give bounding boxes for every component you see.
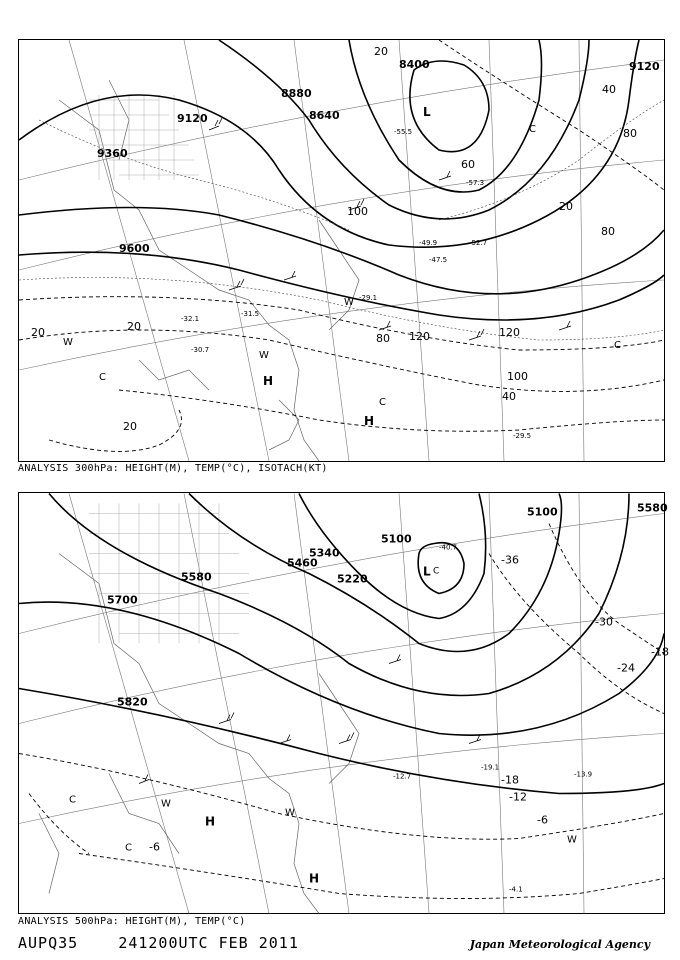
isotach-label: 20 — [127, 320, 141, 333]
isotach-label: 80 — [623, 127, 637, 140]
temp-label: -40.7 — [439, 543, 458, 552]
isotach-label: 20 — [31, 326, 45, 339]
temp-label: -29.1 — [359, 294, 378, 302]
temp-label: -55.5 — [394, 128, 413, 136]
height-label: 5100 — [381, 532, 412, 546]
height-label: 5580 — [181, 570, 212, 584]
height-label: 9360 — [97, 147, 128, 160]
caption-500hpa: ANALYSIS 500hPa: HEIGHT(M), TEMP(°C) — [18, 916, 246, 927]
cold-symbol: C — [69, 794, 76, 806]
temp-label: -29.5 — [513, 432, 532, 440]
height-label: 5100 — [527, 505, 558, 519]
map-panel-300hpa — [18, 39, 665, 462]
temp-label: -13.9 — [574, 770, 593, 779]
cold-symbol: C — [614, 340, 621, 351]
high-pressure-marker: H — [263, 374, 274, 388]
isotach-label: 20 — [374, 45, 388, 58]
graticule — [19, 40, 664, 461]
cold-symbol: C — [529, 124, 536, 135]
isotach-label: 40 — [602, 83, 616, 96]
height-label: 5700 — [107, 593, 138, 607]
temp-contour-label: -18 — [651, 645, 669, 659]
map-panel-500hpa — [18, 492, 669, 914]
height-label: 8640 — [309, 109, 340, 122]
low-pressure-marker: L — [423, 105, 431, 119]
height-label: 8400 — [399, 58, 430, 71]
high-pressure-marker: H — [309, 871, 320, 886]
high-pressure-marker: H — [364, 414, 375, 428]
temp-contour-label: -30 — [595, 615, 613, 629]
map-300hpa-chart — [19, 40, 664, 461]
height-label: 5460 — [287, 556, 318, 570]
warm-symbol: W — [285, 807, 295, 819]
height-label: 8880 — [281, 87, 312, 100]
temp-label: -19.1 — [481, 763, 500, 772]
isotach-label: 100 — [347, 205, 368, 218]
temp-contour-label: -6 — [537, 813, 548, 827]
cold-symbol: C — [99, 372, 106, 383]
chart-datetime: 241200UTC FEB 2011 — [118, 934, 299, 952]
temp-label: -57.3 — [466, 179, 485, 187]
low-pressure-marker: L — [423, 564, 431, 579]
graticule — [19, 494, 664, 914]
isotach-label: 120 — [499, 326, 520, 339]
height-label: 9600 — [119, 242, 150, 255]
temp-label: -30.7 — [191, 346, 210, 354]
cold-symbol: C — [125, 842, 132, 854]
height-label: 9120 — [629, 60, 660, 73]
temperature-contours — [19, 100, 664, 340]
cold-symbol: C — [379, 397, 386, 408]
temp-label: -52.7 — [469, 239, 488, 247]
isotach-label: 80 — [376, 332, 390, 345]
chart-code: AUPQ35 — [18, 934, 79, 952]
caption-300hpa: ANALYSIS 300hPa: HEIGHT(M), TEMP(°C), ISOTACH(KT) — [18, 463, 328, 474]
temp-contour-label: -24 — [617, 661, 635, 675]
isotach-label: 120 — [409, 330, 430, 343]
coastline — [59, 80, 359, 461]
isotach-label: 100 — [507, 370, 528, 383]
map-500hpa-chart — [19, 493, 669, 914]
isotach-label: 80 — [601, 225, 615, 238]
temp-contour-label: -36 — [501, 553, 519, 567]
warm-symbol: W — [344, 297, 354, 308]
temp-label: -49.9 — [419, 239, 438, 247]
temp-label: -12.7 — [393, 772, 412, 781]
height-label: 5340 — [309, 546, 340, 560]
warm-symbol: W — [161, 798, 171, 810]
temp-contour-label: -12 — [509, 790, 527, 804]
height-label: 9120 — [177, 112, 208, 125]
warm-symbol: W — [567, 834, 577, 846]
isotach-label: 20 — [123, 420, 137, 433]
height-label: 5220 — [337, 572, 368, 586]
height-label: 5580 — [637, 501, 668, 515]
warm-symbol: W — [259, 350, 269, 361]
agency-name: Japan Meteorological Agency — [469, 938, 650, 951]
chart-identifier — [18, 934, 299, 952]
isotach-label: 20 — [559, 200, 573, 213]
temp-contour-label: -18 — [501, 773, 519, 787]
wind-barbs — [139, 655, 481, 784]
warm-symbol: W — [63, 337, 73, 348]
temp-label: -4.1 — [509, 885, 523, 894]
temp-label: -31.5 — [241, 310, 260, 318]
isotach-label: 40 — [502, 390, 516, 403]
isotach-label: 60 — [461, 158, 475, 171]
high-pressure-marker: H — [205, 814, 216, 829]
isotach-contours — [19, 40, 664, 451]
height-label: 5820 — [117, 695, 148, 709]
temp-label: -32.1 — [181, 315, 200, 323]
temp-contour-label: -6 — [149, 840, 160, 854]
cold-core-marker: C — [433, 566, 440, 577]
temp-label: -47.5 — [429, 256, 448, 264]
